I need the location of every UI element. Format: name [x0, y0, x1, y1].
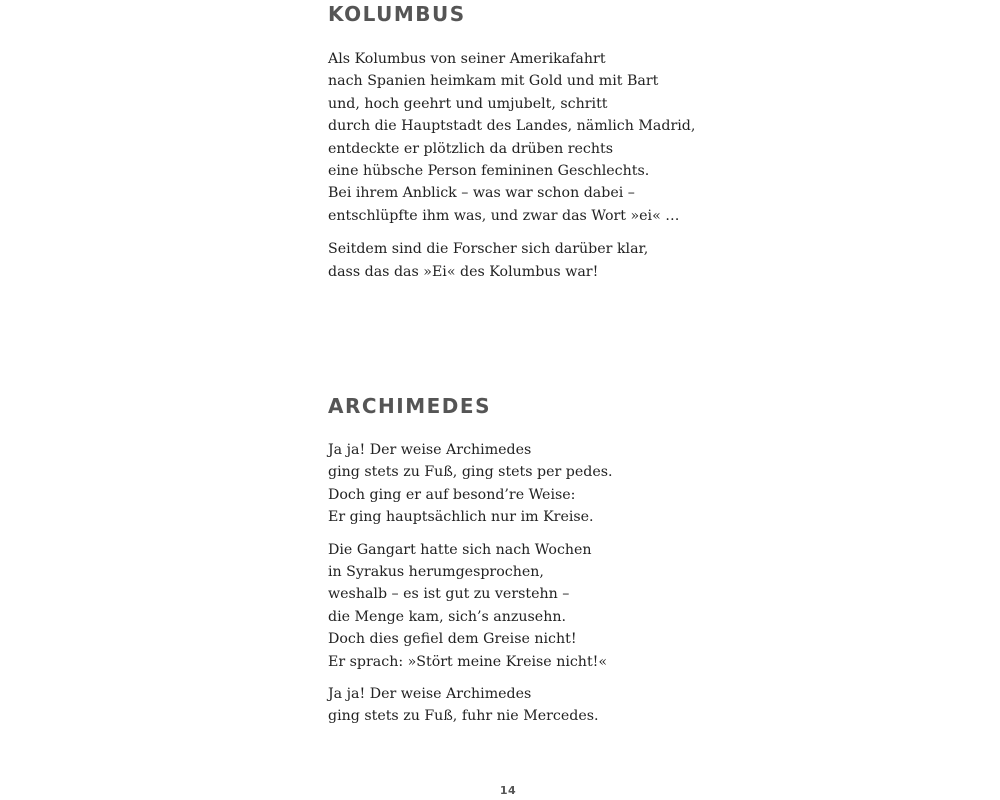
verse-line: dass das das »Ei« des Kolumbus war! — [328, 263, 599, 280]
verse-line: Er sprach: »Stört meine Kreise nicht!« — [328, 653, 608, 670]
poem-title: KOLUMBUS — [328, 2, 466, 26]
page-number: 14 — [499, 784, 517, 797]
verse-line: entdeckte er plötzlich da drüben rechts — [328, 140, 613, 157]
verse-line: ging stets zu Fuß, fuhr nie Mercedes. — [328, 708, 599, 725]
stanza — [328, 48, 748, 227]
verse-line: Ja ja! Der weise Archimedes — [328, 686, 532, 703]
verse-line: Doch ging er auf besond’re Weise: — [328, 486, 576, 503]
verse-line: ging stets zu Fuß, ging stets per pedes. — [328, 464, 613, 481]
verse-line: Doch dies gefiel dem Greise nicht! — [328, 631, 577, 648]
verse-line: die Menge kam, sich’s anzusehn. — [328, 608, 566, 625]
stanza — [328, 238, 748, 283]
verse-line: Bei ihrem Anblick – was war schon dabei – — [328, 185, 635, 202]
verse-line: in Syrakus herumgesprochen, — [328, 564, 544, 581]
stanza — [328, 539, 748, 673]
verse-line: entschlüpfte ihm was, und zwar das Wort »ei« … — [328, 207, 680, 224]
verse-line: Als Kolumbus von seiner Amerikafahrt — [328, 51, 606, 67]
stanza — [328, 439, 748, 529]
poem-archimedes — [328, 394, 748, 728]
verse-line: Er ging hauptsächlich nur im Kreise. — [328, 509, 594, 526]
verse-line: weshalb – es ist gut zu verstehn – — [328, 586, 570, 603]
verse-line: Seitdem sind die Forscher sich darüber klar, — [328, 241, 649, 258]
stanza — [328, 683, 748, 728]
verse-line: und, hoch geehrt und umjubelt, schritt — [328, 95, 608, 112]
verse-line: Ja ja! Der weise Archimedes — [328, 442, 532, 458]
verse-line: nach Spanien heimkam mit Gold und mit Bart — [328, 73, 659, 90]
poem-title: ARCHIMEDES — [328, 394, 491, 418]
poem-kolumbus — [328, 2, 748, 283]
verse-line: durch die Hauptstadt des Landes, nämlich Madrid, — [328, 118, 696, 135]
verse-line: Die Gangart hatte sich nach Wochen — [328, 541, 592, 558]
verse-line: eine hübsche Person femininen Geschlechts. — [328, 163, 650, 180]
